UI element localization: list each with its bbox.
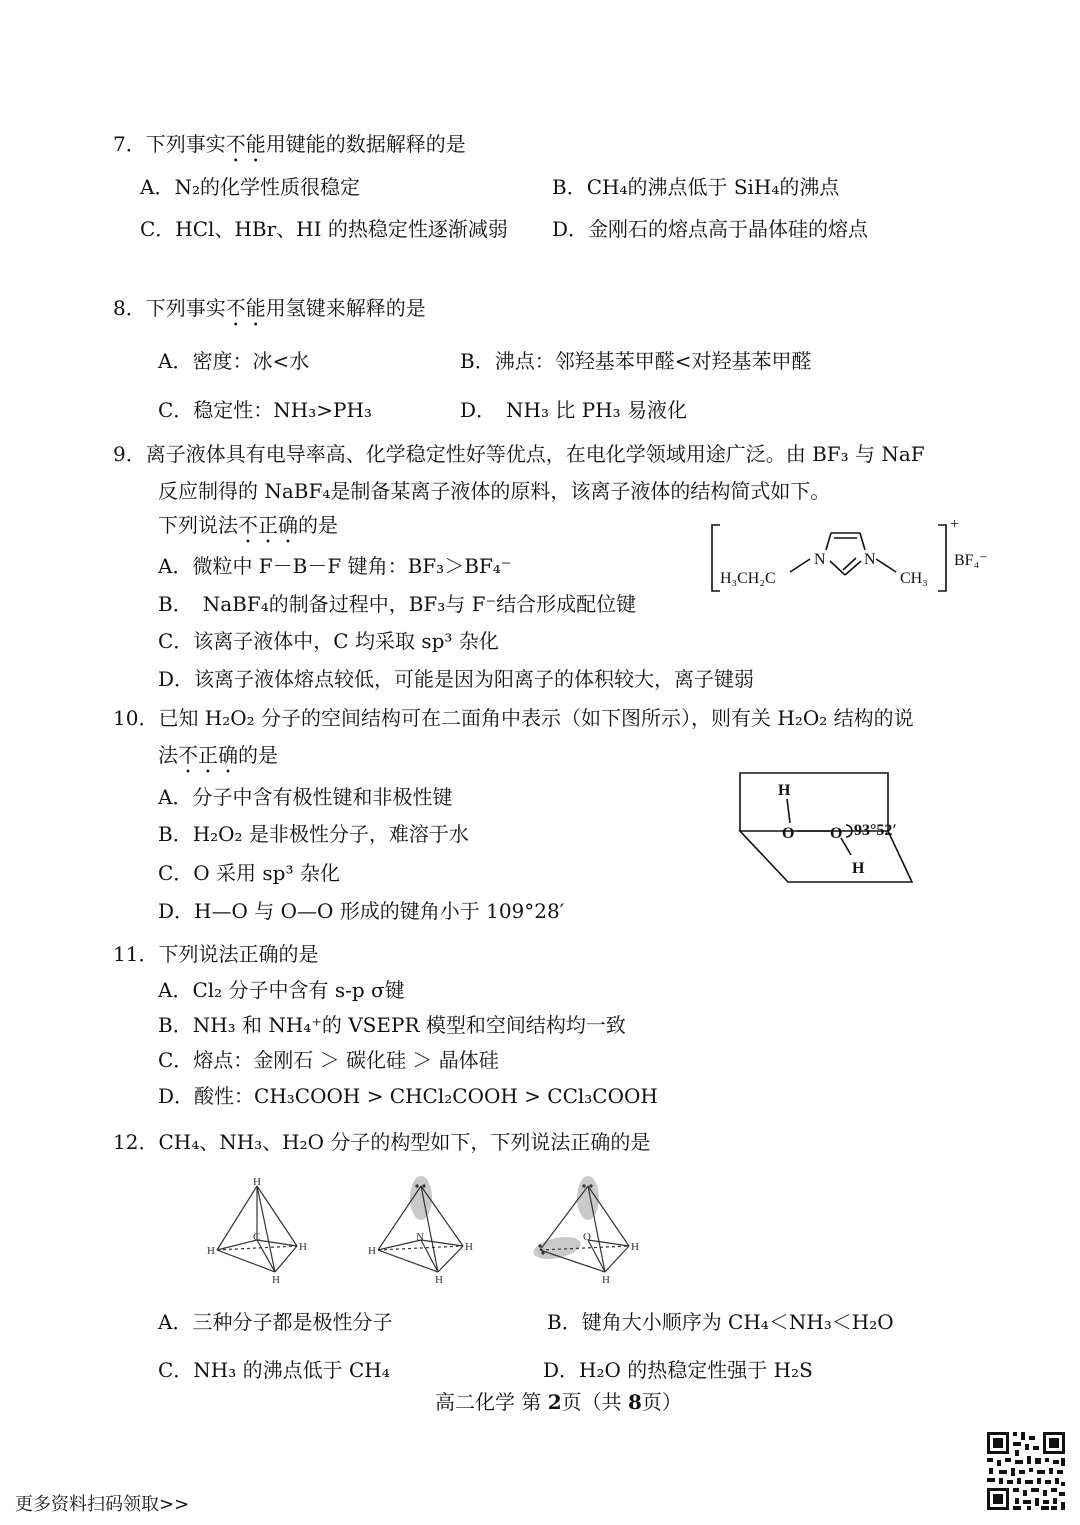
q8-stem-before: 下列事实 <box>145 296 226 320</box>
ring-bond-c2-n3-double <box>843 558 856 570</box>
h-bottom-label: H <box>852 860 865 877</box>
ch4-tetrahedron <box>207 1176 307 1286</box>
q8-number: 8． <box>113 296 146 320</box>
q12-option-a: A．三种分子都是极性分子 <box>158 1310 393 1334</box>
q11-option-b: B．NH₃ 和 NH₄⁺的 VSEPR 模型和空间结构均一致 <box>158 1013 626 1037</box>
q11-option-d: D．酸性：CH₃COOH > CHCl₂COOH > CCl₃COOH <box>158 1084 658 1108</box>
right-bracket <box>938 525 946 591</box>
cation-charge: + <box>950 516 960 533</box>
page-footer <box>435 1390 682 1414</box>
dihedral-angle-label: 93°52′ <box>854 822 897 839</box>
methyl-bond <box>876 559 896 572</box>
q12-option-b: B．键角大小顺序为 CH₄＜NH₃＜H₂O <box>547 1310 894 1334</box>
ring-bond-c2-n3 <box>845 561 861 575</box>
o1-label: O <box>782 825 795 842</box>
q7-number: 7． <box>113 132 146 156</box>
q8-stem-after: 用氢键来解释的是 <box>265 296 426 320</box>
q9-option-c: C．该离子液体中，C 均采取 sp³ 杂化 <box>158 629 499 653</box>
q7-stem <box>113 132 466 167</box>
q11-option-c: C．熔点：金刚石 ＞ 碳化硅 ＞ 晶体硅 <box>158 1048 499 1072</box>
promo-text: 更多资料扫码领取>> <box>15 1494 190 1515</box>
q7-option-c: C．HCl、HBr、HI 的热稳定性逐渐减弱 <box>140 217 508 241</box>
q7-stem-after: 用键能的数据解释的是 <box>265 132 466 156</box>
molecule-geometry-figure <box>195 1170 655 1290</box>
nh3-h-right: H <box>465 1241 473 1253</box>
q7-stem-emphasis: 不能 <box>225 132 266 156</box>
q9-stem-emphasis: 不正确 <box>238 513 298 537</box>
footer-suffix: 页） <box>641 1390 682 1414</box>
h-o-bond-top <box>787 799 790 823</box>
q9-option-a: A．微粒中 F－B－F 键角：BF₃＞BF₄⁻ <box>158 554 512 578</box>
q10-option-a: A．分子中含有极性键和非极性键 <box>158 785 453 809</box>
h2o-h-right: H <box>631 1241 639 1253</box>
q10-option-d: D．H—O 与 O—O 形成的键角小于 109°28′ <box>158 899 565 923</box>
nh3-h-left: H <box>368 1245 376 1257</box>
q8-option-b: B．沸点：邻羟基苯甲醛<对羟基苯甲醛 <box>460 349 812 373</box>
ch4-c-center: C <box>253 1231 261 1243</box>
q9-option-d: D．该离子液体熔点较低，可能是因为阳离子的体积较大，离子键弱 <box>158 667 755 691</box>
ring-bond-n1-c5 <box>826 533 831 550</box>
ring-bond-n1-c2 <box>830 561 845 575</box>
q8-option-a: A．密度：冰<水 <box>158 349 310 373</box>
q8-stem-emphasis: 不能 <box>225 296 266 320</box>
nh3-h-bottom: H <box>435 1274 443 1286</box>
n1-label: N <box>814 551 826 568</box>
footer-page-number: 2 <box>547 1390 562 1414</box>
footer-prefix: 高二化学 第 <box>435 1390 548 1414</box>
ch4-h-top: H <box>253 1176 261 1188</box>
q12-option-c: C．NH₃ 的沸点低于 CH₄ <box>158 1358 390 1382</box>
q10-intro-line1: 10．已知 H₂O₂ 分子的空间结构可在二面角中表示（如下图所示），则有关 H₂O₂ 结构的说 <box>113 706 914 730</box>
q10-stem-emphasis: 不正确 <box>178 743 238 767</box>
qr-code-icon[interactable] <box>985 1430 1067 1512</box>
ionic-liquid-structure <box>700 515 1000 600</box>
q9-stem <box>158 513 338 548</box>
q12-stem: 12．CH₄、NH₃、H₂O 分子的构型如下，下列说法正确的是 <box>113 1130 651 1154</box>
h2o-o-center: O <box>583 1231 591 1243</box>
n3-label: N <box>864 551 876 568</box>
o-h-bond-bottom <box>841 838 851 855</box>
q9-intro-line2: 反应制得的 NaBF₄是制备某离子液体的原料，该离子液体的结构简式如下。 <box>158 479 831 503</box>
q11-stem: 11．下列说法正确的是 <box>113 942 319 966</box>
q8-option-d: D． NH₃ 比 PH₃ 易液化 <box>460 398 687 422</box>
ch4-h-left: H <box>207 1245 215 1257</box>
anion-label: BF₄⁻ <box>954 552 988 569</box>
methyl-group-label: CH₃ <box>900 570 928 587</box>
ethyl-bond <box>790 559 810 572</box>
ethyl-group-label: H₃CH₂C <box>720 570 776 587</box>
h2o-h-bottom: H <box>602 1274 610 1286</box>
q7-stem-before: 下列事实 <box>145 132 226 156</box>
q8-option-c: C．稳定性：NH₃>PH₃ <box>158 398 372 422</box>
q9-stem-before: 下列说法 <box>158 513 238 537</box>
left-bracket <box>712 525 720 591</box>
nh3-tetrahedron <box>368 1176 473 1286</box>
h-top-label: H <box>778 782 791 799</box>
ring-bond-c4-n3 <box>860 533 865 550</box>
h2o-tetrahedron <box>531 1176 639 1286</box>
h2o2-dihedral-figure <box>730 765 920 890</box>
q7-option-d: D．金刚石的熔点高于晶体硅的熔点 <box>552 217 869 241</box>
q10-stem <box>158 743 278 778</box>
o2-label: O <box>830 825 843 842</box>
q11-option-a: A．Cl₂ 分子中含有 s-p σ键 <box>158 978 405 1002</box>
q9-stem-after: 的是 <box>298 513 338 537</box>
h2o-lone-pair-left <box>531 1233 582 1263</box>
q12-option-d: D．H₂O 的热稳定性强于 H₂S <box>543 1358 813 1382</box>
q9-intro-line1: 9．离子液体具有电导率高、化学稳定性好等优点，在电化学领域用途广泛。由 BF₃ 与 NaF <box>113 442 925 466</box>
q7-option-a: A．N₂的化学性质很稳定 <box>140 175 360 199</box>
q10-option-c: C．O 采用 sp³ 杂化 <box>158 861 340 885</box>
q10-option-b: B．H₂O₂ 是非极性分子，难溶于水 <box>158 822 469 846</box>
q8-stem <box>113 296 426 331</box>
nh3-n-center: N <box>416 1231 424 1243</box>
q10-stem-before: 法 <box>158 743 178 767</box>
footer-mid: 页（共 <box>561 1390 628 1414</box>
ch4-h-bottom: H <box>272 1274 280 1286</box>
q10-stem-after: 的是 <box>238 743 278 767</box>
ch4-h-right: H <box>299 1241 307 1253</box>
q9-option-b: B． NaBF₄的制备过程中，BF₃与 F⁻结合形成配位键 <box>158 592 637 616</box>
footer-total-pages: 8 <box>628 1390 642 1414</box>
q7-option-b: B．CH₄的沸点低于 SiH₄的沸点 <box>552 175 840 199</box>
